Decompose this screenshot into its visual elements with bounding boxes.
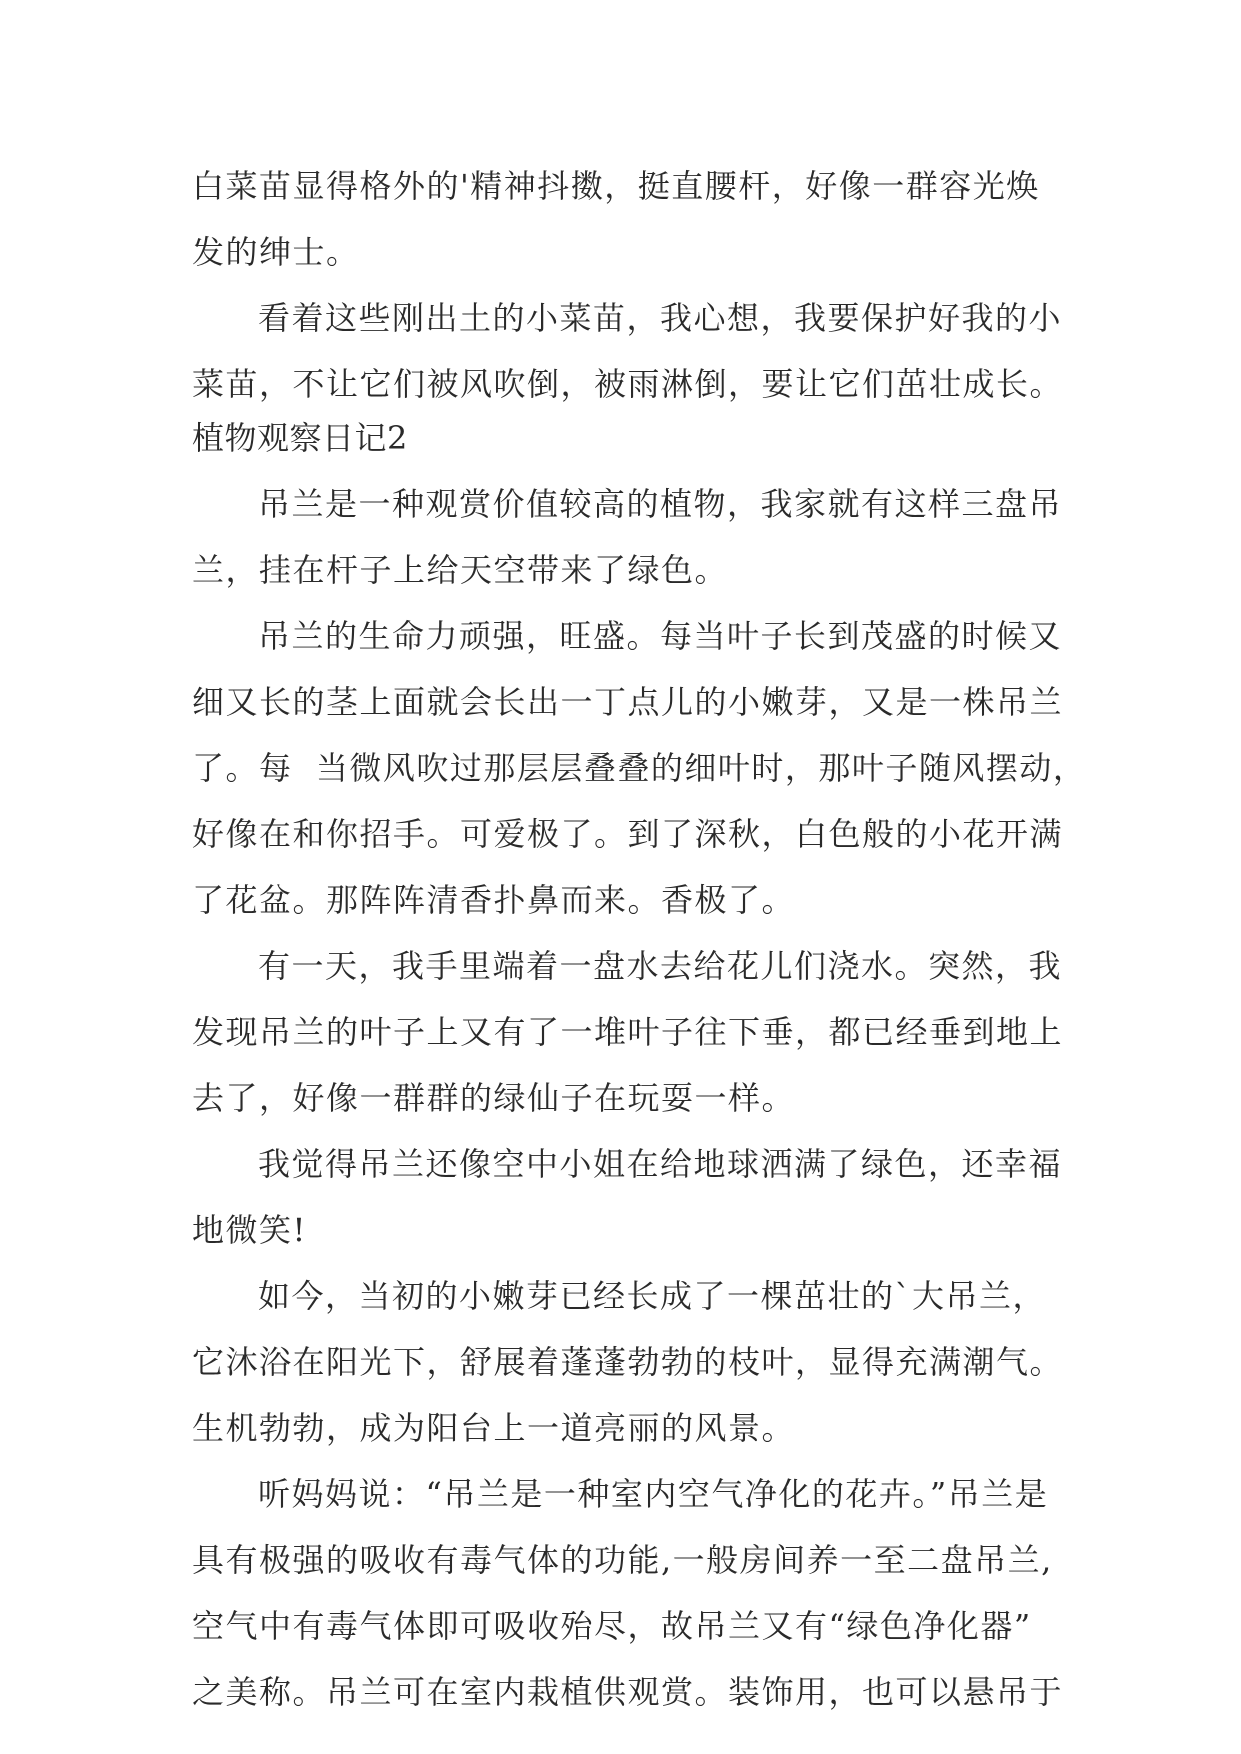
paragraph-first-line: 如今，当初的小嫩芽已经长成了一棵茁壮的`大吊兰，	[258, 1277, 1047, 1315]
text-line: 发的绅士。	[192, 233, 360, 271]
text-line: 了。每 当微风吹过那层层叠叠的细叶时，那叶子随风摆动，	[192, 749, 1087, 787]
paragraph-first-line: 吊兰是一种观赏价值较高的植物，我家就有这样三盘吊	[258, 485, 1063, 523]
text-line: 之美称。吊兰可在室内栽植供观赏。装饰用，也可以悬吊于	[192, 1673, 1064, 1711]
text-line: 兰，挂在杆子上给天空带来了绿色。	[192, 551, 729, 589]
section-heading: 植物观察日记2	[192, 419, 408, 457]
text-line: 它沐浴在阳光下，舒展着蓬蓬勃勃的枝叶，显得充满潮气。	[192, 1343, 1064, 1381]
text-line: 白菜苗显得格外的'精神抖擞，挺直腰杆，好像一群容光焕	[192, 167, 1040, 205]
text-line: 空气中有毒气体即可吸收殆尽，故吊兰又有“绿色净化器”	[192, 1607, 1032, 1645]
text-line: 去了，好像一群群的绿仙子在玩耍一样。	[192, 1079, 796, 1117]
text-line: 地微笑!	[192, 1211, 307, 1249]
paragraph-first-line: 看着这些刚出土的小菜苗，我心想，我要保护好我的小	[258, 299, 1063, 337]
text-line: 了花盆。那阵阵清香扑鼻而来。香极了。	[192, 881, 796, 919]
text-line: 具有极强的吸收有毒气体的功能,一般房间养一至二盘吊兰,	[192, 1541, 1053, 1579]
text-line: 细又长的茎上面就会长出一丁点儿的小嫩芽，又是一株吊兰	[192, 683, 1064, 721]
text-line: 菜苗，不让它们被风吹倒，被雨淋倒，要让它们茁壮成长。	[192, 365, 1064, 403]
paragraph-first-line: 我觉得吊兰还像空中小姐在给地球洒满了绿色，还幸福	[258, 1145, 1063, 1183]
paragraph-first-line: 听妈妈说：“吊兰是一种室内空气净化的花卉。”吊兰是	[258, 1475, 1049, 1513]
text-line: 发现吊兰的叶子上又有了一堆叶子往下垂，都已经垂到地上	[192, 1013, 1064, 1051]
text-line: 好像在和你招手。可爱极了。到了深秋，白色般的小花开满	[192, 815, 1064, 853]
paragraph-first-line: 吊兰的生命力顽强，旺盛。每当叶子长到茂盛的时候又	[258, 617, 1063, 655]
text-line: 生机勃勃，成为阳台上一道亮丽的风景。	[192, 1409, 796, 1447]
paragraph-first-line: 有一天，我手里端着一盘水去给花儿们浇水。突然，我	[258, 947, 1063, 985]
